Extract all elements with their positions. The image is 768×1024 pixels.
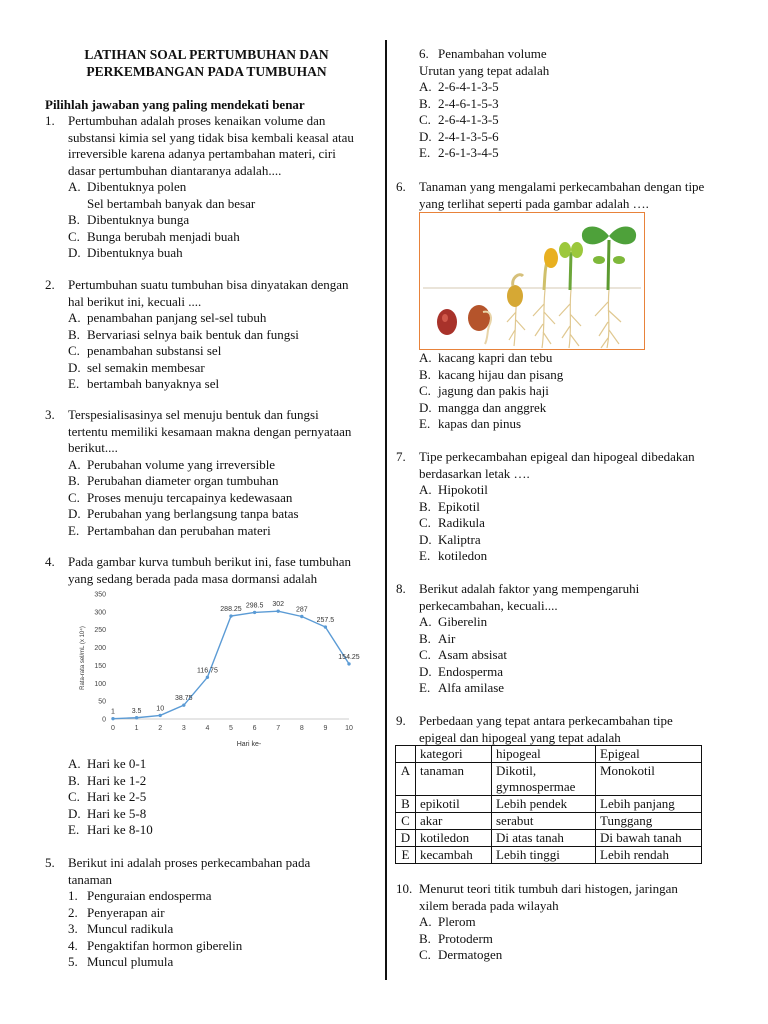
- page-title: [40, 46, 373, 80]
- data-point: [253, 611, 256, 614]
- answer-option[interactable]: D. Kaliptra: [419, 531, 481, 547]
- x-tick-label: 7: [276, 725, 281, 732]
- answer-option[interactable]: B. Air: [419, 630, 456, 646]
- table-row[interactable]: [396, 847, 702, 864]
- question-5-continued: [396, 46, 746, 162]
- table-cell: Lebih pendek: [492, 796, 596, 813]
- table-cell: B: [396, 796, 416, 813]
- table-cell: Lebih tinggi: [492, 847, 596, 864]
- x-tick-label: 9: [323, 725, 328, 732]
- chart-data-labels: [111, 601, 360, 715]
- question-text: Tipe perkecambahan epigeal dan hipogeal dibedakan: [419, 449, 695, 464]
- question-number: 6.: [396, 179, 406, 194]
- x-tick-label: 8: [299, 725, 304, 732]
- process-step: 2. Penyerapan air: [68, 904, 165, 920]
- answer-option[interactable]: B. Hari ke 1-2: [68, 772, 147, 788]
- answer-option[interactable]: D. Hari ke 5-8: [68, 805, 147, 821]
- table-cell: Di atas tanah: [492, 830, 596, 847]
- question-text: yang sedang berada pada masa dormansi adalah: [68, 570, 318, 586]
- table-row[interactable]: [396, 830, 702, 847]
- stem-icon: [570, 252, 571, 290]
- x-tick-label: 5: [229, 725, 233, 732]
- question-1: [45, 113, 385, 262]
- answer-option[interactable]: A. Dibentuknya polen: [68, 179, 187, 194]
- question-text: Pertumbuhan adalah proses kenaikan volume dan: [68, 113, 326, 128]
- data-label: 38.75: [175, 695, 193, 703]
- answer-option[interactable]: D. mangga dan anggrek: [419, 399, 547, 415]
- table-cell: C: [396, 813, 416, 830]
- data-point: [277, 609, 280, 612]
- y-tick-label: 250: [94, 627, 106, 635]
- answer-option[interactable]: E. bertambah banyaknya sel: [68, 376, 220, 391]
- comparison-table: [395, 745, 702, 864]
- question-number: 4.: [45, 554, 55, 569]
- data-label: 154.25: [338, 653, 360, 661]
- table-cell: Tunggang: [596, 813, 702, 830]
- x-tick-label: 6: [252, 725, 257, 732]
- process-step: 3. Muncul radikula: [68, 921, 174, 936]
- answer-option[interactable]: C. Bunga berubah menjadi buah: [68, 228, 240, 244]
- question-text: xilem berada pada wilayah: [419, 897, 559, 913]
- question-number: 3.: [45, 407, 55, 422]
- y-tick-label: 150: [94, 662, 106, 670]
- data-point: [206, 676, 209, 679]
- data-label: 288.25: [220, 606, 242, 614]
- y-tick-label: 50: [98, 698, 106, 706]
- table-header: hipogeal: [492, 746, 596, 763]
- stem-icon: [608, 240, 609, 290]
- table-row[interactable]: [396, 763, 702, 796]
- table-header: Epigeal: [596, 746, 702, 763]
- answer-option[interactable]: A. 2-6-4-1-3-5: [419, 79, 499, 94]
- question-number: 7.: [396, 449, 406, 464]
- question-4-options: [45, 756, 385, 839]
- question-text: Berikut adalah faktor yang mempengaruhi: [419, 581, 640, 596]
- question-text: Terspesialisasinya sel menuju bentuk dan fungsi: [68, 407, 319, 422]
- data-point: [229, 614, 232, 617]
- answer-option[interactable]: C. Dermatogen: [419, 947, 503, 962]
- table-header-row: [396, 746, 702, 763]
- question-6-options: [396, 350, 746, 433]
- y-tick-label: 350: [94, 591, 106, 599]
- answer-option[interactable]: D. Dibentuknya buah: [68, 245, 183, 260]
- seed-icon: [442, 314, 448, 322]
- question-9: [396, 713, 746, 746]
- answer-option[interactable]: Sel bertambah banyak dan besar: [87, 195, 256, 211]
- question-text: hal berikut ini, kecuali ....: [68, 293, 202, 309]
- question-number: 1.: [45, 113, 55, 128]
- data-label: 302: [272, 601, 285, 609]
- y-tick-label: 100: [94, 680, 106, 688]
- question-text: Perbedaan yang tepat antara perkecambahan tipe: [419, 713, 673, 728]
- data-point: [182, 703, 185, 706]
- title-line-1: LATIHAN SOAL PERTUMBUHAN DAN: [84, 47, 329, 62]
- question-text: epigeal dan hipogeal yang tepat adalah: [419, 729, 621, 745]
- question-3: [45, 407, 385, 539]
- question-text: substansi kimia sel yang tidak bisa kembali keasal atau: [68, 129, 354, 145]
- answer-option[interactable]: D. Endosperma: [419, 663, 503, 679]
- question-text: Pada gambar kurva tumbuh berikut ini, fase tumbuhan: [68, 554, 352, 569]
- answer-option[interactable]: B. Bervariasi selnya baik bentuk dan fungsi: [68, 326, 299, 342]
- answer-option[interactable]: A. Plerom: [419, 914, 476, 929]
- table-cell: D: [396, 830, 416, 847]
- question-text: Tanaman yang mengalami perkecambahan dengan tipe: [419, 179, 705, 194]
- germination-illustration: [419, 212, 645, 350]
- table-cell: kotiledon: [416, 830, 492, 847]
- table-cell: Lebih panjang: [596, 796, 702, 813]
- question-number: 10.: [396, 881, 413, 896]
- answer-option[interactable]: E. 2-6-1-3-4-5: [419, 145, 499, 160]
- question-4: [45, 554, 385, 587]
- table-cell: Lebih rendah: [596, 847, 702, 864]
- question-text: Berikut ini adalah proses perkecambahan pada: [68, 855, 311, 870]
- question-text: Pertumbuhan suatu tumbuhan bisa dinyatakan dengan: [68, 277, 349, 292]
- answer-option[interactable]: C. Hari ke 2-5: [68, 789, 147, 804]
- answer-option[interactable]: B. Dibentuknya bunga: [68, 212, 190, 227]
- answer-option[interactable]: C. penambahan substansi sel: [68, 343, 222, 358]
- answer-option[interactable]: B. 2-4-6-1-5-3: [419, 95, 499, 111]
- answer-option[interactable]: A. penambahan panjang sel-sel tubuh: [68, 310, 267, 325]
- data-point: [135, 716, 138, 719]
- process-step: 5. Muncul plumula: [68, 954, 174, 969]
- answer-option[interactable]: E. kotiledon: [419, 548, 488, 563]
- x-tick-label: 10: [345, 725, 353, 732]
- cotyledon-icon: [613, 256, 625, 264]
- question-text: tanaman: [68, 871, 113, 887]
- chart-series-line: [113, 611, 349, 718]
- answer-option[interactable]: B. kacang hijau dan pisang: [419, 366, 564, 382]
- question-number: 2.: [45, 277, 55, 292]
- data-label: 1: [111, 708, 115, 716]
- answer-option[interactable]: B. Protoderm: [419, 930, 493, 946]
- question-7: [396, 449, 746, 565]
- question-text: dasar pertumbuhan diantaranya adalah....: [68, 162, 282, 178]
- question-text: berdasarkan letak ….: [419, 465, 530, 481]
- table-cell: E: [396, 847, 416, 864]
- x-tick-label: 4: [205, 725, 210, 732]
- answer-option[interactable]: A. Perubahan volume yang irreversible: [68, 456, 276, 472]
- answer-option[interactable]: C. Proses menuju tercapainya kedewasaan: [68, 489, 293, 505]
- question-text: yang terlihat seperti pada gambar adalah ….: [419, 195, 649, 211]
- question-6: [396, 179, 746, 212]
- cotyledon-icon: [544, 248, 558, 268]
- table-row[interactable]: [396, 796, 702, 813]
- answer-option[interactable]: C. Asam absisat: [419, 647, 507, 662]
- data-label: 287: [295, 606, 308, 614]
- answer-option[interactable]: E. Hari ke 8-10: [68, 822, 153, 837]
- growth-curve-chart: [69, 586, 364, 751]
- table-cell: epikotil: [416, 796, 492, 813]
- answer-option[interactable]: D. Perubahan yang berlangsung tanpa batas: [68, 506, 299, 521]
- question-text: tertentu memiliki kesamaan makna dengan pernyataan: [68, 423, 352, 439]
- data-label: 257.5: [316, 617, 335, 625]
- chart-x-axis-label: Hari ke-: [236, 741, 262, 748]
- answer-option[interactable]: A. kacang kapri dan tebu: [419, 350, 553, 365]
- table-row[interactable]: [396, 813, 702, 830]
- instruction: Pilihlah jawaban yang paling mendekati benar: [45, 97, 305, 112]
- answer-option[interactable]: A. Hari ke 0-1: [68, 756, 147, 771]
- cotyledon-icon: [559, 242, 571, 258]
- answer-option[interactable]: E. Pertambahan dan perubahan materi: [68, 522, 271, 538]
- process-step: 6. Penambahan volume: [419, 46, 547, 61]
- data-point: [347, 662, 350, 665]
- cotyledon-icon: [593, 256, 605, 264]
- x-tick-label: 2: [158, 725, 163, 732]
- data-label: 3.5: [131, 707, 142, 715]
- data-point: [159, 714, 162, 717]
- question-10: [396, 881, 746, 964]
- question-8: [396, 581, 746, 697]
- table-header: [396, 746, 416, 763]
- title-line-2: PERKEMBANGAN PADA TUMBUHAN: [86, 64, 327, 79]
- answer-option[interactable]: E. Alfa amilase: [419, 680, 505, 695]
- table-cell: A: [396, 763, 416, 796]
- cotyledon-icon: [571, 242, 583, 258]
- chart-y-axis-label: Rata-rata sel/mL (x 10⁴): [80, 626, 86, 690]
- question-number: 9.: [396, 713, 406, 728]
- x-tick-label: 3: [181, 725, 186, 732]
- data-point: [300, 615, 303, 618]
- y-tick-label: 200: [94, 645, 106, 653]
- question-text: Menurut teori titik tumbuh dari histogen, jaringan: [419, 881, 678, 896]
- answer-option[interactable]: A. Hipokotil: [419, 482, 488, 497]
- y-tick-label: 300: [94, 609, 106, 617]
- answer-option[interactable]: B. Perubahan diameter organ tumbuhan: [68, 473, 279, 488]
- table-cell: Dikotil, gymnospermae: [492, 763, 596, 796]
- table-cell: serabut: [492, 813, 596, 830]
- question-5: [45, 855, 385, 971]
- data-label: 116.75: [196, 667, 218, 675]
- table-cell: tanaman: [416, 763, 492, 796]
- question-text: perkecambahan, kecuali....: [419, 597, 558, 613]
- answer-option[interactable]: A. Giberelin: [419, 614, 488, 629]
- table-cell: kecambah: [416, 847, 492, 864]
- answer-option[interactable]: D. 2-4-1-3-5-6: [419, 128, 499, 144]
- table-header: kategori: [416, 746, 492, 763]
- table-cell: Di bawah tanah: [596, 830, 702, 847]
- answer-option[interactable]: C. Radikula: [419, 515, 485, 530]
- data-label: 298.5: [245, 602, 264, 610]
- question-subtext: Urutan yang tepat adalah: [419, 62, 550, 78]
- y-tick-label: 0: [102, 716, 106, 724]
- seed-icon: [437, 309, 457, 335]
- question-2: [45, 277, 385, 393]
- x-tick-label: 0: [111, 725, 115, 732]
- data-point: [111, 717, 114, 720]
- answer-option[interactable]: C. jagung dan pakis haji: [419, 383, 549, 398]
- data-point: [324, 625, 327, 628]
- question-text: irreversible karena adanya pertambahan materi, ciri: [68, 146, 336, 161]
- answer-option[interactable]: D. sel semakin membesar: [68, 359, 205, 375]
- process-step: 4. Pengaktifan hormon giberelin: [68, 937, 243, 953]
- x-tick-label: 1: [134, 725, 139, 732]
- question-text: berikut....: [68, 440, 118, 455]
- seed-icon: [468, 305, 490, 331]
- answer-option[interactable]: E. kapas dan pinus: [419, 416, 522, 431]
- answer-option[interactable]: C. 2-6-4-1-3-5: [419, 112, 499, 127]
- table-cell: akar: [416, 813, 492, 830]
- answer-option[interactable]: B. Epikotil: [419, 498, 480, 514]
- table-cell: Monokotil: [596, 763, 702, 796]
- question-number: 5.: [45, 855, 55, 870]
- process-step: 1. Penguraian endosperma: [68, 888, 212, 903]
- data-label: 10: [156, 705, 165, 713]
- seed-icon: [507, 285, 523, 307]
- question-number: 8.: [396, 581, 406, 596]
- column-divider: [385, 40, 387, 980]
